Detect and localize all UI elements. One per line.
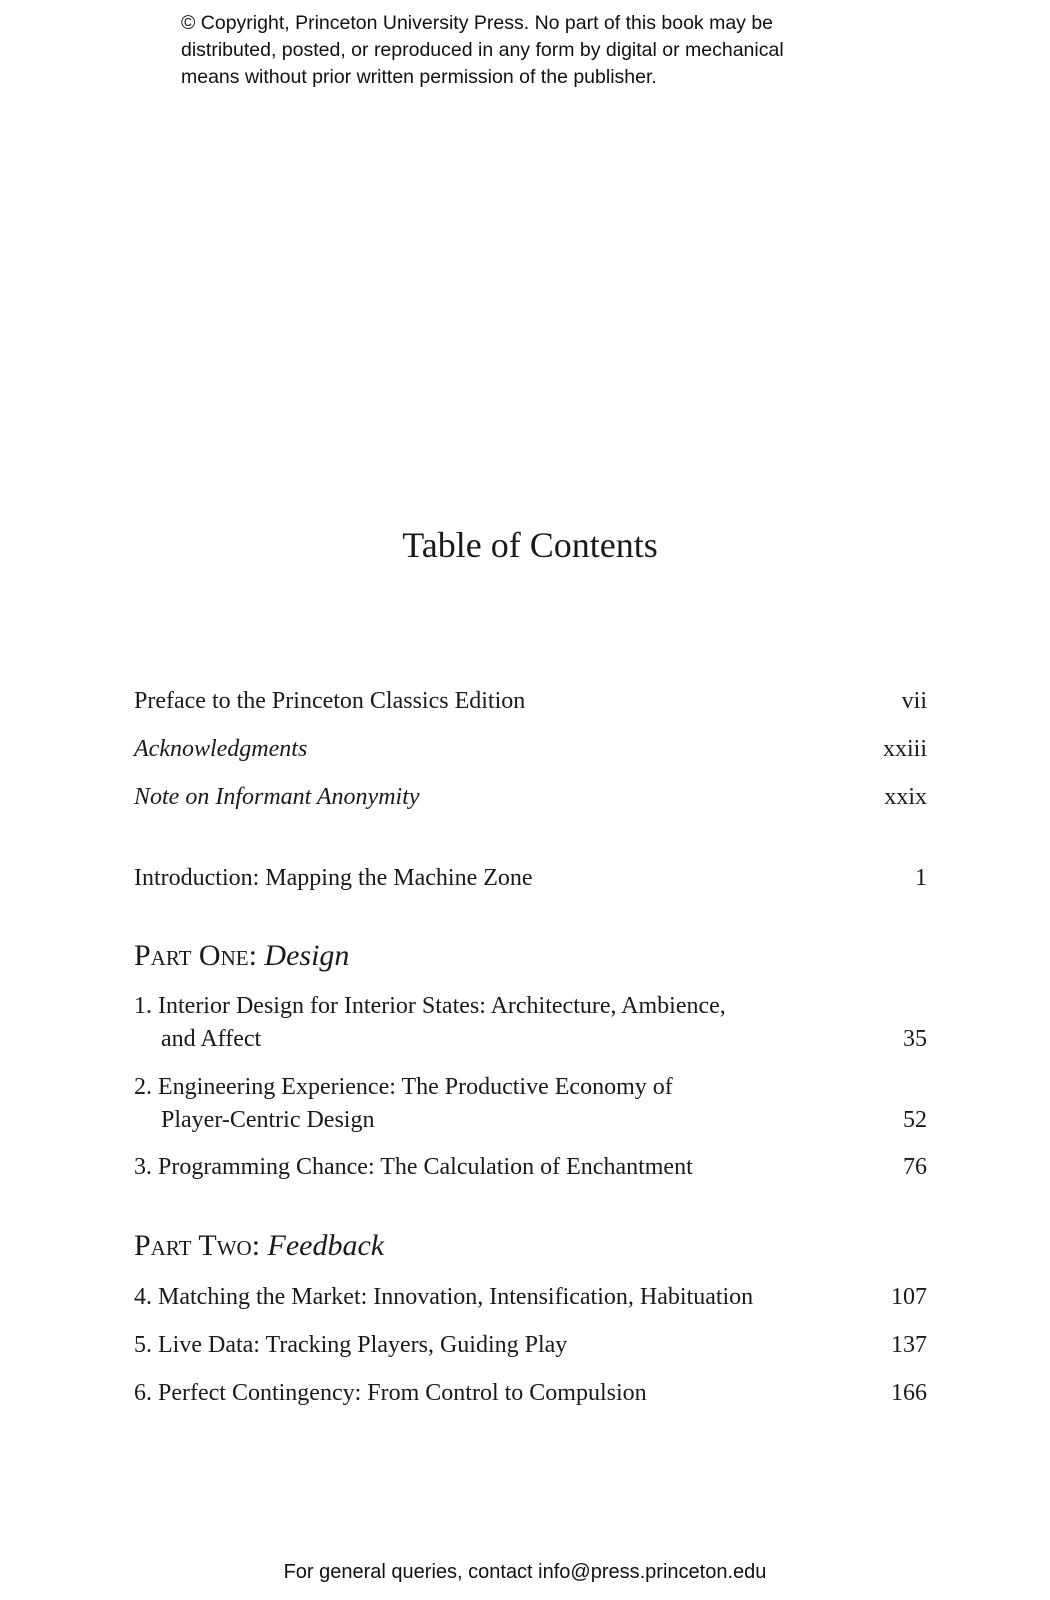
toc-entry-chapter-2 [134,1071,927,1137]
toc-entry-chapter-3 [134,1151,927,1184]
copyright-notice [181,10,901,91]
toc-entry-title: Acknowledgments [134,736,308,762]
toc-entry-chapter-4 [134,1281,927,1314]
toc-entry-introduction [134,862,927,895]
toc-entry-page: 52 [903,1107,927,1133]
part-heading-two [134,1228,384,1264]
chapter-title-line: and Affect [161,1026,262,1052]
chapter-number: 5. [134,1332,152,1358]
footer-contact: For general queries, contact info@press.princeton.edu [283,1561,767,1583]
chapter-number: 6. [134,1380,152,1406]
page-title: Table of Contents [402,525,658,565]
part-label: Part One: [134,939,257,972]
copyright-line: © Copyright, Princeton University Press. No part of this book may be [181,12,774,34]
toc-entry-chapter-1 [134,990,927,1056]
part-subtitle: Feedback [267,1229,385,1262]
chapter-title-line: Interior Design for Interior States: Architecture, Ambience, [158,993,726,1019]
toc-entry-title: Preface to the Princeton Classics Edition [134,688,526,714]
toc-entry-page: xxiii [882,736,927,762]
toc-entry-preface [134,685,927,718]
chapter-title-line: Engineering Experience: The Productive Economy of [158,1074,673,1100]
toc-entry-note-on-anonymity [134,781,927,814]
part-heading-one [134,938,349,974]
toc-entry-page: xxix [884,784,927,810]
chapter-number: 2. [134,1074,152,1100]
toc-entry-title: Introduction: Mapping the Machine Zone [134,865,533,891]
chapter-title-line: Perfect Contingency: From Control to Compulsion [158,1380,647,1406]
chapter-title-line: Player-Centric Design [161,1107,375,1133]
toc-entry-page: 137 [891,1332,927,1358]
copyright-line: means without prior written permission of the publisher. [181,66,657,88]
copyright-line: distributed, posted, or reproduced in any form by digital or mechanical [181,39,784,61]
toc-entry-page: 166 [891,1380,927,1406]
chapter-title-line: Programming Chance: The Calculation of Enchantment [158,1154,693,1180]
toc-entry-page: 76 [903,1154,927,1180]
toc-entry-page: 1 [915,865,927,891]
part-label: Part Two: [134,1229,261,1262]
toc-entry-page: 35 [903,1026,927,1052]
part-subtitle: Design [264,939,350,972]
chapter-number: 1. [134,993,152,1019]
toc-entry-page: vii [901,688,927,714]
chapter-title-line: Matching the Market: Innovation, Intensification, Habituation [158,1284,754,1310]
chapter-number: 3. [134,1154,152,1180]
toc-entry-chapter-5 [134,1329,927,1362]
toc-entry-acknowledgments [134,733,927,766]
toc-entry-title: Note on Informant Anonymity [134,784,420,810]
toc-entry-chapter-6 [134,1377,927,1410]
chapter-number: 4. [134,1284,152,1310]
toc-entry-page: 107 [891,1284,927,1310]
chapter-title-line: Live Data: Tracking Players, Guiding Play [158,1332,568,1358]
